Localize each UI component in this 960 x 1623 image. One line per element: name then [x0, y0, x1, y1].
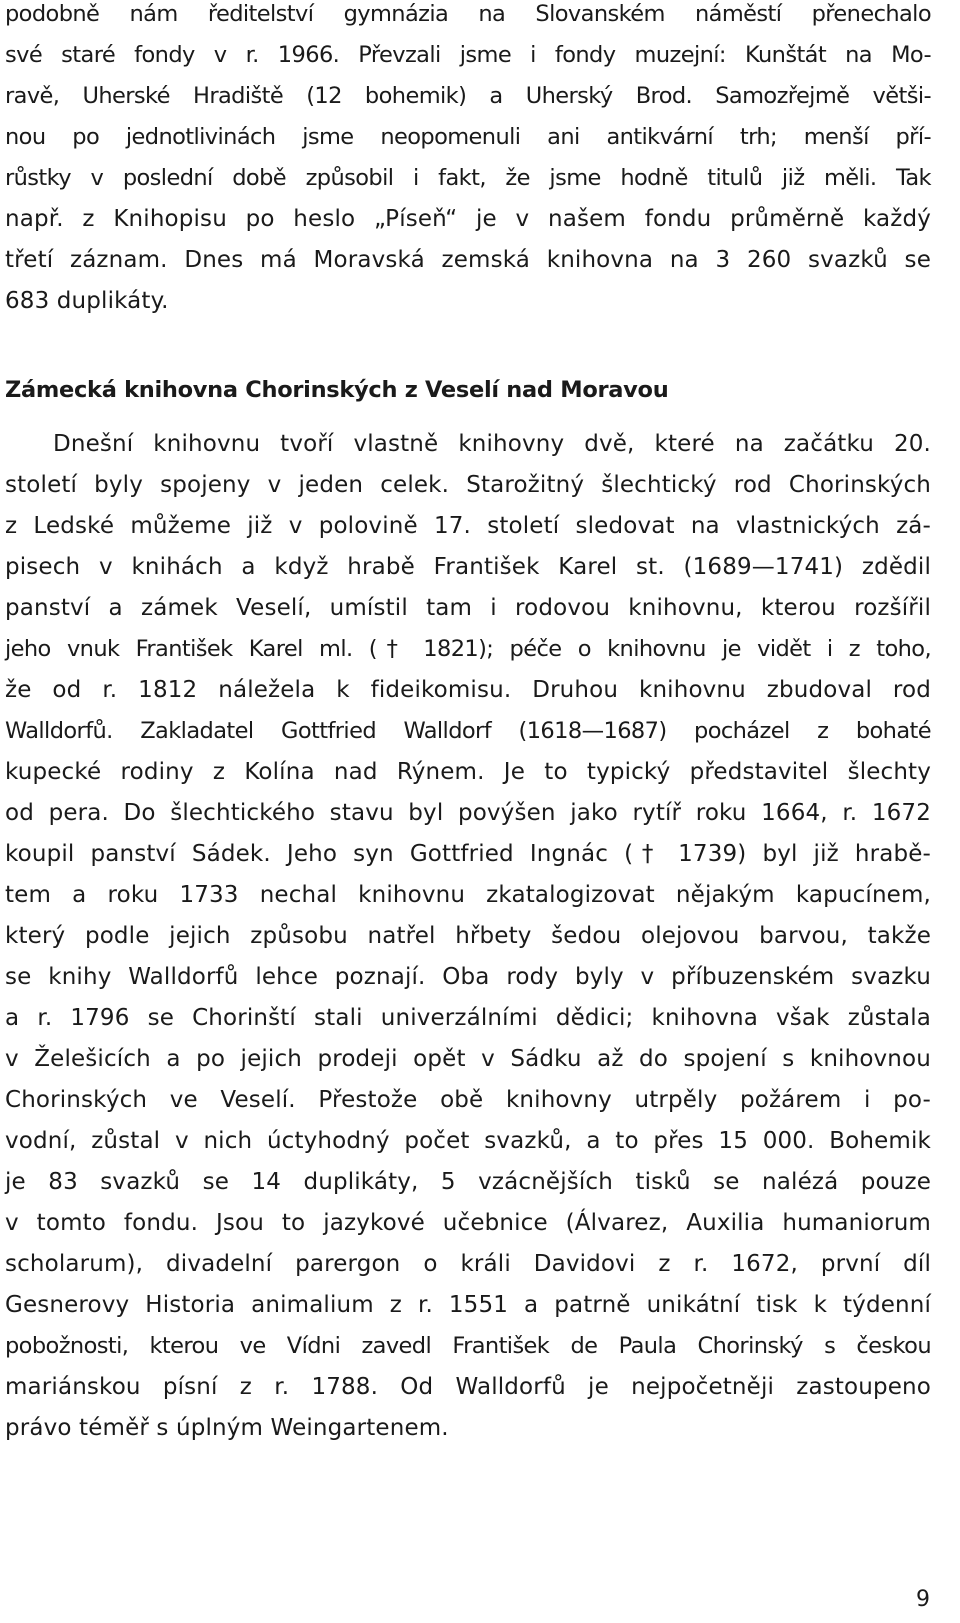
paragraph-line: jeho vnuk František Karel ml. († 1821); péče o knihovnu je vidět i z toho,: [5, 636, 931, 662]
paragraph-line: z Ledské můžeme již v polovině 17. století sledovat na vlastnických zá-: [5, 513, 931, 539]
paragraph-line: nou po jednotlivinách jsme neopomenuli ani antikvární trh; menší pří-: [5, 124, 931, 150]
paragraph-line: pobožnosti, kterou ve Vídni zavedl František de Paula Chorinský s českou: [5, 1333, 931, 1359]
section-heading: Zámecká knihovna Chorinských z Veselí nad Moravou: [5, 377, 669, 403]
page-number: 9: [916, 1587, 930, 1612]
paragraph-line: v Želešicích a po jejich prodeji opět v Sádku až do spojení s knihovnou: [5, 1046, 931, 1072]
paragraph-line: se knihy Walldorfů lehce poznají. Oba rody byly v příbuzenském svazku: [5, 964, 931, 990]
paragraph-line: scholarum), divadelní parergon o králi Davidovi z r. 1672, první díl: [5, 1251, 931, 1277]
intro-paragraph: [5, 0, 931, 322]
paragraph-line: právo téměř s úplným Weingartenem.: [5, 1415, 449, 1441]
paragraph-line: Dnešní knihovnu tvoří vlastně knihovny dvě, které na začátku 20.: [53, 431, 931, 457]
paragraph-line: vodní, zůstal v nich úctyhodný počet svazků, a to přes 15 000. Bohemik: [5, 1128, 931, 1154]
paragraph-line: 683 duplikáty.: [5, 288, 169, 314]
paragraph-line: století byly spojeny v jeden celek. Starožitný šlechtický rod Chorinských: [5, 472, 931, 498]
paragraph-line: Chorinských ve Veselí. Přestože obě knihovny utrpěly požárem i po-: [5, 1087, 931, 1113]
paragraph-line: Walldorfů. Zakladatel Gottfried Walldorf (1618—1687) pocházel z bohaté: [5, 718, 931, 744]
paragraph-line: růstky v poslední době způsobil i fakt, že jsme hodně titulů již měli. Tak: [5, 165, 931, 191]
paragraph-line: kupecké rodiny z Kolína nad Rýnem. Je to typický představitel šlechty: [5, 759, 931, 785]
paragraph-line: panství a zámek Veselí, umístil tam i rodovou knihovnu, kterou rozšířil: [5, 595, 931, 621]
paragraph-line: pisech v knihách a když hrabě František Karel st. (1689—1741) zdědil: [5, 554, 931, 580]
paragraph-line: mariánskou písní z r. 1788. Od Walldorfů je nejpočetněji zastoupeno: [5, 1374, 931, 1400]
paragraph-line: např. z Knihopisu po heslo „Píseň“ je v našem fondu průměrně každý: [5, 206, 931, 232]
paragraph-line: koupil panství Sádek. Jeho syn Gottfried Ingnác († 1739) byl již hrabě-: [5, 841, 931, 867]
paragraph-line: že od r. 1812 náležela k fideikomisu. Druhou knihovnu zbudoval rod: [5, 677, 931, 703]
paragraph-line: ravě, Uherské Hradiště (12 bohemik) a Uherský Brod. Samozřejmě větši-: [5, 83, 931, 109]
paragraph-line: podobně nám ředitelství gymnázia na Slovanském náměstí přenechalo: [5, 1, 931, 27]
paragraph-line: a r. 1796 se Chorinští stali univerzálními dědici; knihovna však zůstala: [5, 1005, 931, 1031]
paragraph-line: od pera. Do šlechtického stavu byl povýšen jako rytíř roku 1664, r. 1672: [5, 800, 931, 826]
section-paragraph: [5, 424, 931, 1449]
paragraph-line: je 83 svazků se 14 duplikáty, 5 vzácnějších tisků se nalézá pouze: [5, 1169, 931, 1195]
paragraph-line: třetí záznam. Dnes má Moravská zemská knihovna na 3 260 svazků se: [5, 247, 931, 273]
paragraph-line: Gesnerovy Historia animalium z r. 1551 a patrně unikátní tisk k týdenní: [5, 1292, 931, 1318]
paragraph-line: v tomto fondu. Jsou to jazykové učebnice (Álvarez, Auxilia humaniorum: [5, 1210, 931, 1236]
paragraph-line: tem a roku 1733 nechal knihovnu zkatalogizovat nějakým kapucínem,: [5, 882, 931, 908]
paragraph-line: který podle jejich způsobu natřel hřbety šedou olejovou barvou, takže: [5, 923, 931, 949]
paragraph-line: své staré fondy v r. 1966. Převzali jsme i fondy muzejní: Kunštát na Mo-: [5, 42, 931, 68]
